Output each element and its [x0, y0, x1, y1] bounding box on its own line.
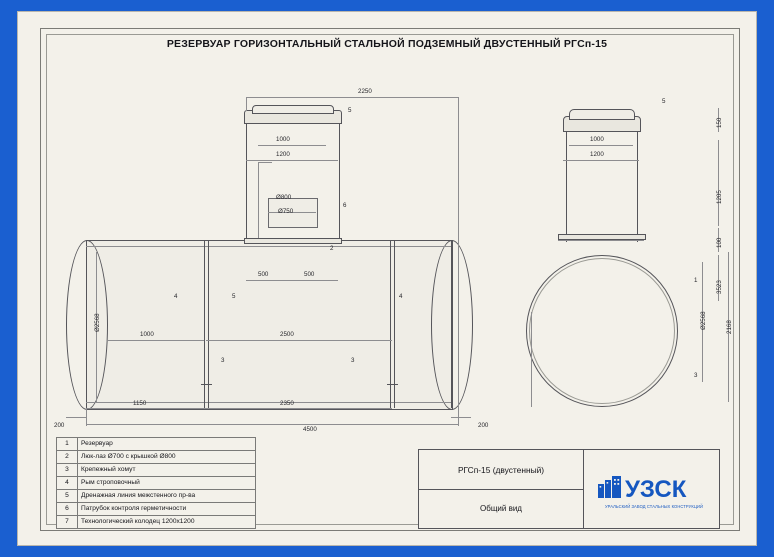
title-block-view: Общий вид	[480, 504, 522, 513]
callout-6: 6	[343, 202, 347, 209]
dim-line-2350	[206, 408, 392, 409]
dim-d800: Ø800	[276, 194, 292, 201]
table-row	[57, 503, 256, 516]
strap-right-b	[394, 240, 395, 408]
table-row	[57, 490, 256, 503]
logo-subtitle: УРАЛЬСКИЙ ЗАВОД СТАЛЬНЫХ КОНСТРУКЦИЙ	[604, 504, 704, 509]
dim-1200-neck: 1200	[276, 151, 290, 158]
drain-line-bend	[258, 162, 272, 163]
logo-name: УЗСК	[625, 476, 687, 503]
section-neck-lid	[569, 109, 635, 120]
table-row	[57, 451, 256, 464]
dim-2250: 2250	[358, 88, 372, 95]
manhole-lid	[252, 105, 334, 114]
dim-200-right: 200	[478, 422, 489, 429]
dim-line-500-r	[292, 280, 338, 281]
dim-2500: 2500	[280, 331, 294, 338]
dim-line-1000	[258, 145, 326, 146]
manhole-flange	[244, 238, 342, 244]
dim-ext-2250-r	[458, 97, 459, 417]
page-title: РЕЗЕРВУАР ГОРИЗОНТАЛЬНЫЙ СТАЛЬНОЙ ПОДЗЕМНЫЙ ДВУСТЕННЫЙ РГСп-15	[166, 38, 608, 50]
dim-2350: 2350	[280, 400, 294, 407]
tank-weld-left	[86, 240, 87, 408]
inner-shell-top	[86, 246, 451, 247]
dim-200-left: 200	[54, 422, 65, 429]
strap-left	[204, 240, 205, 408]
section-dim-1200: 1200	[590, 151, 604, 158]
section-dim-dia: Ø2568	[700, 311, 707, 330]
section-dim-2168: 2168	[726, 320, 733, 334]
dim-1000-neck: 1000	[276, 136, 290, 143]
drain-line	[258, 162, 259, 238]
dim-line-200-r	[451, 417, 471, 418]
dim-line-200-l	[66, 417, 86, 418]
section-dim-line-3523	[718, 255, 719, 301]
callout-3-right: 3	[351, 357, 355, 364]
table-row	[57, 464, 256, 477]
section-dim-3523: 3523	[716, 280, 723, 294]
dim-ext-2250-l	[246, 97, 247, 111]
callout-5-neck: 5	[348, 107, 352, 114]
company-logo	[595, 456, 711, 518]
section-callout-1: 1	[694, 277, 698, 284]
section-dim-line-1205	[718, 140, 719, 226]
legend-num: 2	[57, 451, 78, 464]
section-dim-1000: 1000	[590, 136, 604, 143]
callout-2: 2	[330, 245, 334, 252]
title-block-left	[419, 450, 584, 528]
section-callout-3: 3	[694, 372, 698, 379]
callout-4-left: 4	[174, 293, 178, 300]
dim-line-1000-inset	[108, 340, 204, 341]
section-dim-100: 100	[716, 237, 723, 248]
title-block-product: РГСп-15 (двустенный)	[419, 450, 583, 490]
legend-text: Дренажная линия межстенного пр-ва	[78, 490, 256, 503]
legend-body	[57, 438, 256, 529]
dim-line-2250	[246, 97, 458, 98]
section-callout-5: 5	[662, 98, 666, 105]
tank-cap-left	[66, 240, 108, 410]
legend-text: Резервуар	[78, 438, 256, 451]
section-dim-1205: 1205	[716, 190, 723, 204]
dim-line-2500	[206, 340, 392, 341]
callout-4-right: 4	[399, 293, 403, 300]
legend-num: 1	[57, 438, 78, 451]
callout-5-body: 5	[232, 293, 236, 300]
dim-500-left: 500	[258, 271, 269, 278]
tank-weld-right	[451, 240, 452, 408]
strap-right	[390, 240, 391, 408]
dim-1150: 1150	[133, 400, 147, 407]
legend-table	[56, 437, 256, 529]
title-block	[418, 449, 720, 529]
section-inner-circle	[529, 258, 675, 404]
legend-text: Патрубок контроля герметичности	[78, 503, 256, 516]
dim-line-500-l	[246, 280, 292, 281]
legend-text: Крепежный хомут	[78, 464, 256, 477]
dim-line-1150	[86, 408, 206, 409]
legend-num: 5	[57, 490, 78, 503]
dim-dia-2568: Ø2568	[94, 313, 101, 332]
section-flange-2	[558, 240, 644, 241]
table-row	[57, 516, 256, 529]
dim-4500: 4500	[303, 426, 317, 433]
legend-text: Люк-лаз Ø700 с крышкой Ø800	[78, 451, 256, 464]
dim-line-4500	[86, 424, 458, 425]
legend-num: 4	[57, 477, 78, 490]
factory-icon	[597, 474, 623, 500]
dim-d750: Ø750	[278, 208, 294, 215]
drawing-sheet	[18, 12, 756, 545]
dim-ext-4500-l	[86, 408, 87, 426]
dim-line-1200	[246, 160, 338, 161]
strap-right-foot	[387, 384, 398, 385]
dim-ext-4500-r	[458, 408, 459, 426]
legend-text: Технологический колодец 1200х1200	[78, 516, 256, 529]
strap-left-foot	[201, 384, 212, 385]
section-dim-line-1000	[569, 145, 633, 146]
table-row	[57, 477, 256, 490]
section-dim-line-1200	[563, 160, 639, 161]
section-strap	[531, 312, 532, 407]
tank-cap-right	[431, 240, 473, 410]
legend-num: 7	[57, 516, 78, 529]
legend-num: 6	[57, 503, 78, 516]
dim-500-right: 500	[304, 271, 315, 278]
section-dim-150: 150	[716, 117, 723, 128]
legend-text: Рым строповочный	[78, 477, 256, 490]
section-neck	[566, 130, 638, 242]
dim-1000-inset: 1000	[140, 331, 154, 338]
callout-3-left: 3	[221, 357, 225, 364]
table-row	[57, 438, 256, 451]
legend-num: 3	[57, 464, 78, 477]
strap-left-b	[208, 240, 209, 408]
